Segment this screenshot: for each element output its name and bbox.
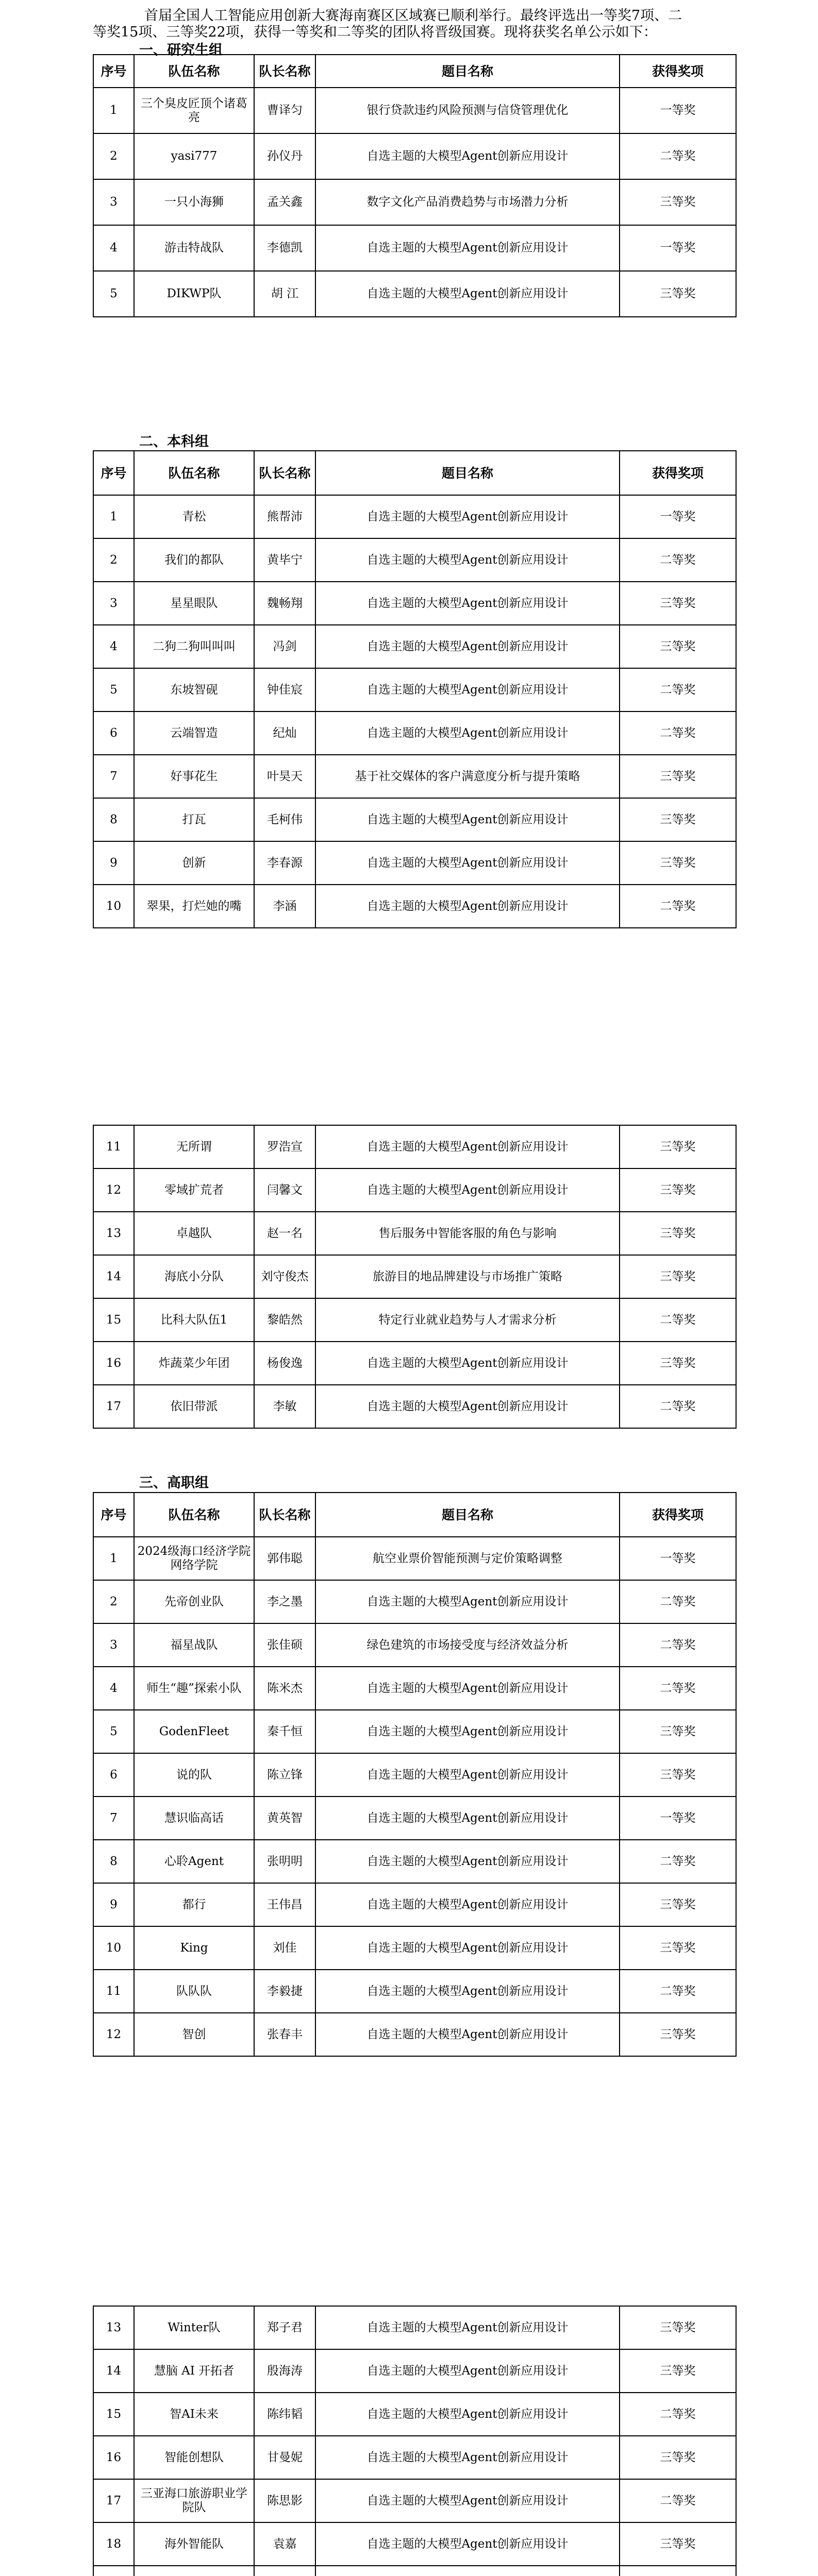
header-topic: 题目名称 xyxy=(315,1493,620,1537)
table-row xyxy=(93,1580,736,1623)
award-cell: 三等奖 xyxy=(620,271,736,317)
captain-cell: 甘曼妮 xyxy=(254,2436,315,2479)
rank-cell: 16 xyxy=(93,1342,134,1385)
award-cell: 三等奖 xyxy=(620,1212,736,1255)
captain-cell: 李之墨 xyxy=(254,1580,315,1623)
table-row xyxy=(93,271,736,317)
header-topic: 题目名称 xyxy=(315,451,620,495)
table-row xyxy=(93,1537,736,1580)
captain-cell: 孟关鑫 xyxy=(254,179,315,225)
table-row xyxy=(93,1212,736,1255)
table-header-row xyxy=(93,55,736,88)
captain-cell: 毛柯伟 xyxy=(254,798,315,841)
table-row xyxy=(93,2349,736,2393)
team-name-cell: 队队队 xyxy=(134,1970,254,2013)
rank-cell: 16 xyxy=(93,2436,134,2479)
award-cell: 二等奖 xyxy=(620,1298,736,1342)
captain-cell: 李涵 xyxy=(254,885,315,928)
table-row xyxy=(93,1385,736,1428)
table-row xyxy=(93,755,736,798)
topic-cell: 自选主题的大模型Agent创新应用设计 xyxy=(315,798,620,841)
awards-table-undergraduate xyxy=(93,450,737,928)
rank-cell: 4 xyxy=(93,1667,134,1710)
award-cell: 三等奖 xyxy=(620,1753,736,1797)
topic-cell: 自选主题的大模型Agent创新应用设计 xyxy=(315,2306,620,2349)
team-name-cell xyxy=(134,2566,254,2576)
rank-cell: 2 xyxy=(93,133,134,179)
award-cell: 三等奖 xyxy=(620,625,736,668)
team-name-cell: 星星眼队 xyxy=(134,582,254,625)
team-name-cell: 说的队 xyxy=(134,1753,254,1797)
rank-cell: 1 xyxy=(93,495,134,538)
captain-cell: 李春源 xyxy=(254,841,315,885)
captain-cell: 曹译匀 xyxy=(254,88,315,133)
award-cell: 三等奖 xyxy=(620,798,736,841)
table-row xyxy=(93,1926,736,1970)
rank-cell: 13 xyxy=(93,2306,134,2349)
table-header-row xyxy=(93,451,736,495)
captain-cell: 李敏 xyxy=(254,1385,315,1428)
captain-cell: 殷海涛 xyxy=(254,2349,315,2393)
intro-text: 首届全国人工智能应用创新大赛海南赛区区域赛已顺利举行。最终评选出一等奖7项、二等奖15项、三等奖22项，获得一等奖和二等奖的团队将晋级国赛。现将获奖名单公示如下： xyxy=(93,8,682,40)
rank-cell: 17 xyxy=(93,2479,134,2522)
captain-cell: 陈思影 xyxy=(254,2479,315,2522)
award-cell: 三等奖 xyxy=(620,582,736,625)
rank-cell: 5 xyxy=(93,1710,134,1753)
rank-cell: 7 xyxy=(93,1797,134,1840)
rank-cell: 14 xyxy=(93,2349,134,2393)
header-captain: 队长名称 xyxy=(254,451,315,495)
team-name-cell: 创新 xyxy=(134,841,254,885)
award-cell: 二等奖 xyxy=(620,1385,736,1428)
team-name-cell: GodenFleet xyxy=(134,1710,254,1753)
team-name-cell: 先帝创业队 xyxy=(134,1580,254,1623)
table-row xyxy=(93,538,736,582)
topic-cell: 自选主题的大模型Agent创新应用设计 xyxy=(315,495,620,538)
rank-cell: 1 xyxy=(93,1537,134,1580)
topic-cell: 自选主题的大模型Agent创新应用设计 xyxy=(315,2522,620,2566)
topic-cell: 自选主题的大模型Agent创新应用设计 xyxy=(315,271,620,317)
table-row xyxy=(93,1255,736,1298)
team-name-cell: Winter队 xyxy=(134,2306,254,2349)
topic-cell: 旅游目的地品牌建设与市场推广策略 xyxy=(315,1255,620,1298)
awards-table-vocational-continued xyxy=(93,2306,737,2576)
captain-cell: 郑子君 xyxy=(254,2306,315,2349)
award-cell: 二等奖 xyxy=(620,1667,736,1710)
topic-cell: 银行贷款违约风险预测与信贷管理优化 xyxy=(315,88,620,133)
rank-cell: 6 xyxy=(93,711,134,755)
rank-cell: 6 xyxy=(93,1753,134,1797)
table-row xyxy=(93,1970,736,2013)
table-row xyxy=(93,841,736,885)
captain-cell: 陈米杰 xyxy=(254,1667,315,1710)
captain-cell: 刘佳 xyxy=(254,1926,315,1970)
award-cell: 三等奖 xyxy=(620,179,736,225)
rank-cell: 9 xyxy=(93,1883,134,1926)
captain-cell: 叶昊天 xyxy=(254,755,315,798)
table-row xyxy=(93,2306,736,2349)
team-name-cell: 一只小海狮 xyxy=(134,179,254,225)
rank-cell: 3 xyxy=(93,582,134,625)
topic-cell: 自选主题的大模型Agent创新应用设计 xyxy=(315,1970,620,2013)
rank-cell: 1 xyxy=(93,88,134,133)
table-row xyxy=(93,2436,736,2479)
captain-cell: 黎皓然 xyxy=(254,1298,315,1342)
table-header-row xyxy=(93,1493,736,1537)
team-name-cell: 翠果，打烂她的嘴 xyxy=(134,885,254,928)
team-name-cell: 打瓦 xyxy=(134,798,254,841)
award-cell: 三等奖 xyxy=(620,755,736,798)
rank-cell: 10 xyxy=(93,1926,134,1970)
topic-cell: 自选主题的大模型Agent创新应用设计 xyxy=(315,1385,620,1428)
rank-cell: 2 xyxy=(93,1580,134,1623)
award-cell: 二等奖 xyxy=(620,1580,736,1623)
table-row xyxy=(93,1168,736,1212)
topic-cell: 自选主题的大模型Agent创新应用设计 xyxy=(315,582,620,625)
team-name-cell: 2024级海口经济学院网络学院 xyxy=(134,1537,254,1580)
team-name-cell: 无所谓 xyxy=(134,1125,254,1168)
captain-cell xyxy=(254,2566,315,2576)
award-cell: 二等奖 xyxy=(620,885,736,928)
team-name-cell: 福星战队 xyxy=(134,1623,254,1667)
table-row xyxy=(93,225,736,271)
rank-cell: 4 xyxy=(93,625,134,668)
table-row xyxy=(93,1298,736,1342)
topic-cell: 自选主题的大模型Agent创新应用设计 xyxy=(315,1168,620,1212)
award-cell: 三等奖 xyxy=(620,1255,736,1298)
captain-cell: 刘守俊杰 xyxy=(254,1255,315,1298)
team-name-cell: 海外智能队 xyxy=(134,2522,254,2566)
topic-cell: 自选主题的大模型Agent创新应用设计 xyxy=(315,2349,620,2393)
captain-cell: 郭伟聪 xyxy=(254,1537,315,1580)
header-captain: 队长名称 xyxy=(254,1493,315,1537)
team-name-cell: 依旧带派 xyxy=(134,1385,254,1428)
rank-cell: 10 xyxy=(93,885,134,928)
award-cell: 二等奖 xyxy=(620,538,736,582)
team-name-cell: 我们的都队 xyxy=(134,538,254,582)
topic-cell: 航空业票价智能预测与定价策略调整 xyxy=(315,1537,620,1580)
award-cell: 三等奖 xyxy=(620,841,736,885)
rank-cell: 12 xyxy=(93,1168,134,1212)
captain-cell: 王伟昌 xyxy=(254,1883,315,1926)
rank-cell: 11 xyxy=(93,1125,134,1168)
awards-table-vocational xyxy=(93,1492,737,2057)
rank-cell: 12 xyxy=(93,2013,134,2056)
table-row xyxy=(93,133,736,179)
table-row xyxy=(93,582,736,625)
team-name-cell: 炸蔬菜少年团 xyxy=(134,1342,254,1385)
rank-cell: 18 xyxy=(93,2522,134,2566)
award-cell: 三等奖 xyxy=(620,1125,736,1168)
rank-cell: 14 xyxy=(93,1255,134,1298)
rank-cell: 3 xyxy=(93,1623,134,1667)
topic-cell: 自选主题的大模型Agent创新应用设计 xyxy=(315,1710,620,1753)
team-name-cell: 东坡智砚 xyxy=(134,668,254,711)
topic-cell: 自选主题的大模型Agent创新应用设计 xyxy=(315,885,620,928)
topic-cell: 自选主题的大模型Agent创新应用设计 xyxy=(315,1580,620,1623)
rank-cell xyxy=(93,2566,134,2576)
team-name-cell: 云端智造 xyxy=(134,711,254,755)
captain-cell: 钟佳宸 xyxy=(254,668,315,711)
team-name-cell: 慧识临高话 xyxy=(134,1797,254,1840)
table-row xyxy=(93,1797,736,1840)
captain-cell: 袁嘉 xyxy=(254,2522,315,2566)
topic-cell: 自选主题的大模型Agent创新应用设计 xyxy=(315,1840,620,1883)
award-cell: 三等奖 xyxy=(620,1926,736,1970)
team-name-cell: 好事花生 xyxy=(134,755,254,798)
table-row xyxy=(93,2013,736,2056)
topic-cell: 自选主题的大模型Agent创新应用设计 xyxy=(315,1342,620,1385)
captain-cell: 李毅捷 xyxy=(254,1970,315,2013)
header-rank: 序号 xyxy=(93,451,134,495)
topic-cell: 自选主题的大模型Agent创新应用设计 xyxy=(315,225,620,271)
award-cell: 二等奖 xyxy=(620,133,736,179)
captain-cell: 胡 江 xyxy=(254,271,315,317)
rank-cell: 3 xyxy=(93,179,134,225)
table-row xyxy=(93,885,736,928)
table-row xyxy=(93,711,736,755)
captain-cell: 冯剑 xyxy=(254,625,315,668)
rank-cell: 15 xyxy=(93,2393,134,2436)
rank-cell: 11 xyxy=(93,1970,134,2013)
captain-cell: 陈立锋 xyxy=(254,1753,315,1797)
captain-cell: 熊帮沛 xyxy=(254,495,315,538)
topic-cell: 自选主题的大模型Agent创新应用设计 xyxy=(315,841,620,885)
team-name-cell: 智能创想队 xyxy=(134,2436,254,2479)
table-row xyxy=(93,1753,736,1797)
team-name-cell: 比科大队伍1 xyxy=(134,1298,254,1342)
rank-cell: 5 xyxy=(93,668,134,711)
topic-cell: 绿色建筑的市场接受度与经济效益分析 xyxy=(315,1623,620,1667)
rank-cell: 17 xyxy=(93,1385,134,1428)
captain-cell: 孙仪丹 xyxy=(254,133,315,179)
table-row xyxy=(93,625,736,668)
team-name-cell: 卓越队 xyxy=(134,1212,254,1255)
team-name-cell: 游击特战队 xyxy=(134,225,254,271)
header-rank: 序号 xyxy=(93,55,134,88)
captain-cell: 纪灿 xyxy=(254,711,315,755)
award-cell: 三等奖 xyxy=(620,2013,736,2056)
captain-cell: 闫馨文 xyxy=(254,1168,315,1212)
captain-cell: 张佳硕 xyxy=(254,1623,315,1667)
topic-cell xyxy=(315,2566,620,2576)
rank-cell: 8 xyxy=(93,798,134,841)
rank-cell: 7 xyxy=(93,755,134,798)
table-row xyxy=(93,798,736,841)
team-name-cell: 三亚海口旅游职业学院队 xyxy=(134,2479,254,2522)
team-name-cell: 智创 xyxy=(134,2013,254,2056)
section-title-vocational: 三、高职组 xyxy=(139,1475,209,1491)
award-cell: 三等奖 xyxy=(620,2436,736,2479)
topic-cell: 特定行业就业趋势与人才需求分析 xyxy=(315,1298,620,1342)
award-cell xyxy=(620,2566,736,2576)
team-name-cell: 慧脑 AI 开拓者 xyxy=(134,2349,254,2393)
table-row xyxy=(93,668,736,711)
table-row xyxy=(93,1623,736,1667)
captain-cell: 黄英智 xyxy=(254,1797,315,1840)
captain-cell: 赵一名 xyxy=(254,1212,315,1255)
team-name-cell: King xyxy=(134,1926,254,1970)
team-name-cell: DIKWP队 xyxy=(134,271,254,317)
award-cell: 二等奖 xyxy=(620,2393,736,2436)
captain-cell: 秦千恒 xyxy=(254,1710,315,1753)
captain-cell: 罗浩宣 xyxy=(254,1125,315,1168)
team-name-cell: yasi777 xyxy=(134,133,254,179)
topic-cell: 自选主题的大模型Agent创新应用设计 xyxy=(315,2479,620,2522)
award-cell: 一等奖 xyxy=(620,1537,736,1580)
header-captain: 队长名称 xyxy=(254,55,315,88)
topic-cell: 自选主题的大模型Agent创新应用设计 xyxy=(315,2013,620,2056)
topic-cell: 基于社交媒体的客户满意度分析与提升策略 xyxy=(315,755,620,798)
topic-cell: 自选主题的大模型Agent创新应用设计 xyxy=(315,668,620,711)
captain-cell: 张春丰 xyxy=(254,2013,315,2056)
table-row xyxy=(93,2522,736,2566)
topic-cell: 自选主题的大模型Agent创新应用设计 xyxy=(315,2393,620,2436)
rank-cell: 9 xyxy=(93,841,134,885)
award-cell: 二等奖 xyxy=(620,1840,736,1883)
table-row xyxy=(93,1125,736,1168)
team-name-cell: 二狗二狗叫叫叫 xyxy=(134,625,254,668)
header-award: 获得奖项 xyxy=(620,1493,736,1537)
rank-cell: 5 xyxy=(93,271,134,317)
topic-cell: 自选主题的大模型Agent创新应用设计 xyxy=(315,1926,620,1970)
award-cell: 三等奖 xyxy=(620,1168,736,1212)
award-cell: 二等奖 xyxy=(620,2479,736,2522)
rank-cell: 15 xyxy=(93,1298,134,1342)
team-name-cell: 都行 xyxy=(134,1883,254,1926)
header-team-name: 队伍名称 xyxy=(134,55,254,88)
awards-table-undergraduate-continued xyxy=(93,1125,737,1429)
topic-cell: 自选主题的大模型Agent创新应用设计 xyxy=(315,1125,620,1168)
table-row xyxy=(93,179,736,225)
table-row xyxy=(93,2479,736,2522)
section-title-graduate: 一、研究生组 xyxy=(139,42,223,58)
table-row xyxy=(93,1883,736,1926)
rank-cell: 13 xyxy=(93,1212,134,1255)
captain-cell: 魏畅翔 xyxy=(254,582,315,625)
topic-cell: 自选主题的大模型Agent创新应用设计 xyxy=(315,1797,620,1840)
header-rank: 序号 xyxy=(93,1493,134,1537)
award-cell: 一等奖 xyxy=(620,495,736,538)
award-cell: 三等奖 xyxy=(620,2306,736,2349)
captain-cell: 黄毕宁 xyxy=(254,538,315,582)
topic-cell: 自选主题的大模型Agent创新应用设计 xyxy=(315,538,620,582)
rank-cell: 8 xyxy=(93,1840,134,1883)
topic-cell: 自选主题的大模型Agent创新应用设计 xyxy=(315,625,620,668)
header-team-name: 队伍名称 xyxy=(134,451,254,495)
section-title-undergraduate: 二、本科组 xyxy=(139,434,209,450)
table-row xyxy=(93,1710,736,1753)
header-topic: 题目名称 xyxy=(315,55,620,88)
team-name-cell: 智AI未来 xyxy=(134,2393,254,2436)
award-cell: 二等奖 xyxy=(620,668,736,711)
topic-cell: 售后服务中智能客服的角色与影响 xyxy=(315,1212,620,1255)
team-name-cell: 三个臭皮匠顶个诸葛亮 xyxy=(134,88,254,133)
header-team-name: 队伍名称 xyxy=(134,1493,254,1537)
topic-cell: 自选主题的大模型Agent创新应用设计 xyxy=(315,1883,620,1926)
topic-cell: 自选主题的大模型Agent创新应用设计 xyxy=(315,1753,620,1797)
table-row xyxy=(93,88,736,133)
team-name-cell: 海底小分队 xyxy=(134,1255,254,1298)
captain-cell: 杨俊逸 xyxy=(254,1342,315,1385)
team-name-cell: 心聆Agent xyxy=(134,1840,254,1883)
header-award: 获得奖项 xyxy=(620,55,736,88)
table-row xyxy=(93,495,736,538)
topic-cell: 自选主题的大模型Agent创新应用设计 xyxy=(315,2436,620,2479)
topic-cell: 数字文化产品消费趋势与市场潜力分析 xyxy=(315,179,620,225)
header-award: 获得奖项 xyxy=(620,451,736,495)
award-cell: 三等奖 xyxy=(620,2522,736,2566)
topic-cell: 自选主题的大模型Agent创新应用设计 xyxy=(315,1667,620,1710)
captain-cell: 张明明 xyxy=(254,1840,315,1883)
table-row xyxy=(93,1667,736,1710)
award-cell: 二等奖 xyxy=(620,711,736,755)
table-row xyxy=(93,2566,736,2576)
award-cell: 二等奖 xyxy=(620,1623,736,1667)
intro-paragraph xyxy=(93,8,686,41)
award-cell: 三等奖 xyxy=(620,2349,736,2393)
award-cell: 三等奖 xyxy=(620,1710,736,1753)
topic-cell: 自选主题的大模型Agent创新应用设计 xyxy=(315,133,620,179)
awards-table-graduate xyxy=(93,54,737,317)
rank-cell: 2 xyxy=(93,538,134,582)
award-cell: 三等奖 xyxy=(620,1342,736,1385)
team-name-cell: 师生“趣”探索小队 xyxy=(134,1667,254,1710)
award-cell: 三等奖 xyxy=(620,1883,736,1926)
table-row xyxy=(93,1342,736,1385)
award-cell: 一等奖 xyxy=(620,88,736,133)
table-row xyxy=(93,1840,736,1883)
award-cell: 一等奖 xyxy=(620,225,736,271)
award-cell: 二等奖 xyxy=(620,1970,736,2013)
team-name-cell: 青松 xyxy=(134,495,254,538)
topic-cell: 自选主题的大模型Agent创新应用设计 xyxy=(315,711,620,755)
team-name-cell: 零域扩荒者 xyxy=(134,1168,254,1212)
captain-cell: 陈纬韬 xyxy=(254,2393,315,2436)
table-row xyxy=(93,2393,736,2436)
rank-cell: 4 xyxy=(93,225,134,271)
award-cell: 一等奖 xyxy=(620,1797,736,1840)
captain-cell: 李德凯 xyxy=(254,225,315,271)
